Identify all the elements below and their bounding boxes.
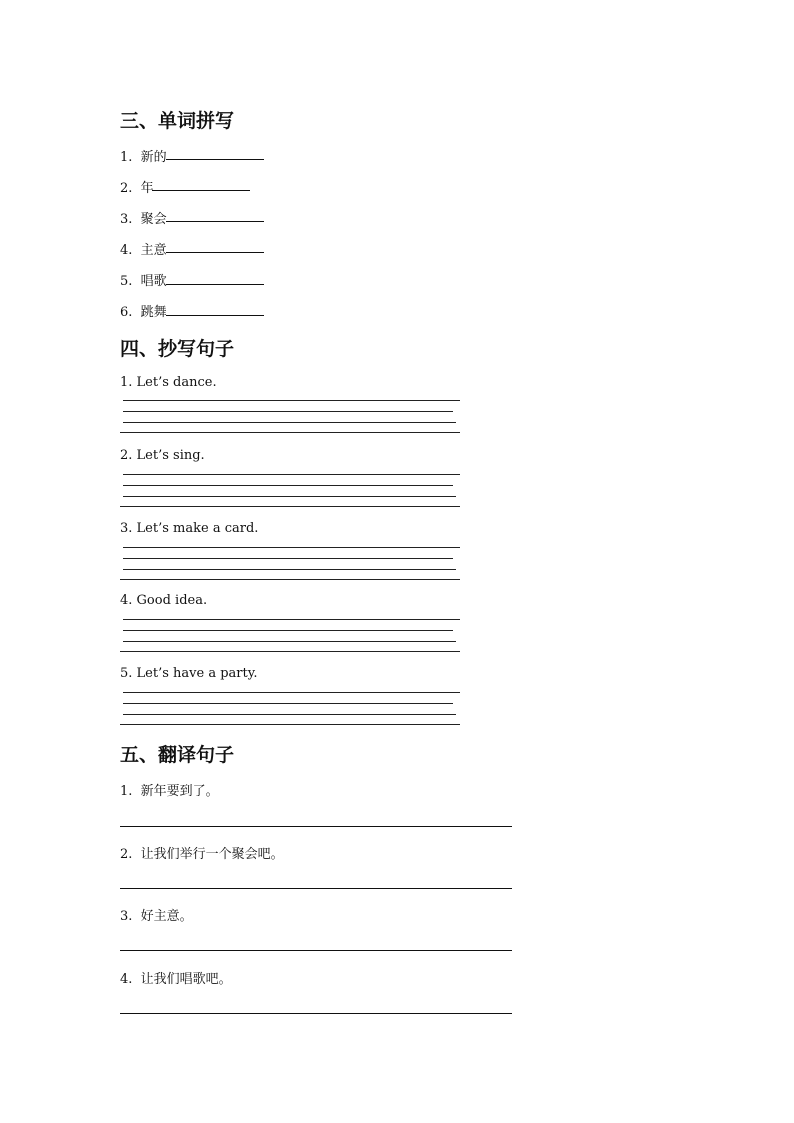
writing-line [123, 485, 453, 486]
translate-item-3 [120, 905, 193, 924]
writing-line [123, 496, 456, 497]
answer-blank[interactable] [166, 159, 264, 160]
item-word: 唱歌 [140, 274, 167, 289]
item-sentence: Let’s have a party. [136, 666, 258, 681]
writing-line [123, 703, 453, 704]
answer-line[interactable] [120, 950, 512, 951]
handwriting-lines[interactable] [120, 619, 460, 653]
writing-line [123, 474, 460, 475]
answer-blank[interactable] [166, 221, 264, 222]
item-sentence: Let’s sing. [136, 448, 205, 463]
answer-blank[interactable] [166, 252, 264, 253]
spelling-item-4 [120, 239, 167, 258]
writing-line [123, 569, 456, 570]
item-number: 3. [120, 909, 133, 924]
spelling-item-1 [120, 146, 167, 165]
handwriting-lines[interactable] [120, 400, 460, 434]
writing-line [123, 619, 460, 620]
translate-item-4 [120, 968, 232, 987]
item-sentence: Let’s dance. [136, 375, 217, 390]
item-sentence: 好主意。 [140, 909, 193, 924]
item-word: 新的 [140, 150, 167, 165]
item-sentence: 让我们举行一个聚会吧。 [140, 847, 284, 862]
handwriting-lines[interactable] [120, 692, 460, 726]
writing-line [123, 692, 460, 693]
writing-line [123, 411, 453, 412]
spelling-item-5 [120, 270, 167, 289]
copy-item-5 [120, 666, 257, 681]
item-number: 4. [120, 593, 133, 608]
answer-line[interactable] [120, 826, 512, 827]
item-number: 1. [120, 150, 133, 165]
item-number: 3. [120, 212, 133, 227]
item-number: 1. [120, 784, 133, 799]
spelling-item-2 [120, 177, 154, 196]
item-word: 跳舞 [140, 305, 167, 320]
item-number: 4. [120, 243, 133, 258]
writing-line [123, 558, 453, 559]
item-number: 2. [120, 448, 133, 463]
writing-line [120, 506, 460, 507]
translate-item-1 [120, 780, 219, 799]
item-number: 2. [120, 847, 133, 862]
writing-line [123, 547, 460, 548]
item-number: 6. [120, 305, 133, 320]
writing-line [123, 641, 456, 642]
section-3-title: 三、单词拼写 [120, 110, 235, 132]
section-5-title: 五、翻译句子 [120, 744, 235, 766]
handwriting-lines[interactable] [120, 547, 460, 581]
writing-line [120, 432, 460, 433]
item-number: 5. [120, 666, 133, 681]
item-number: 2. [120, 181, 133, 196]
spelling-item-6 [120, 301, 167, 320]
spelling-item-3 [120, 208, 167, 227]
writing-line [123, 400, 460, 401]
item-number: 5. [120, 274, 133, 289]
item-word: 主意 [140, 243, 167, 258]
copy-item-1 [120, 375, 217, 390]
writing-line [120, 579, 460, 580]
copy-item-2 [120, 448, 205, 463]
writing-line [123, 422, 456, 423]
item-sentence: Let’s make a card. [136, 521, 259, 536]
writing-line [123, 714, 456, 715]
answer-blank[interactable] [166, 284, 264, 285]
answer-blank[interactable] [152, 190, 250, 191]
writing-line [120, 651, 460, 652]
writing-line [123, 630, 453, 631]
item-sentence: 让我们唱歌吧。 [140, 972, 232, 987]
handwriting-lines[interactable] [120, 474, 460, 508]
item-number: 4. [120, 972, 133, 987]
item-number: 1. [120, 375, 133, 390]
translate-item-2 [120, 843, 284, 862]
answer-blank[interactable] [166, 315, 264, 316]
answer-line[interactable] [120, 1013, 512, 1014]
item-word: 年 [140, 181, 154, 196]
copy-item-4 [120, 593, 207, 608]
answer-line[interactable] [120, 888, 512, 889]
section-4-title: 四、抄写句子 [120, 338, 235, 360]
item-word: 聚会 [140, 212, 167, 227]
item-number: 3. [120, 521, 133, 536]
copy-item-3 [120, 521, 258, 536]
writing-line [120, 724, 460, 725]
item-sentence: Good idea. [136, 593, 208, 608]
item-sentence: 新年要到了。 [140, 784, 219, 799]
